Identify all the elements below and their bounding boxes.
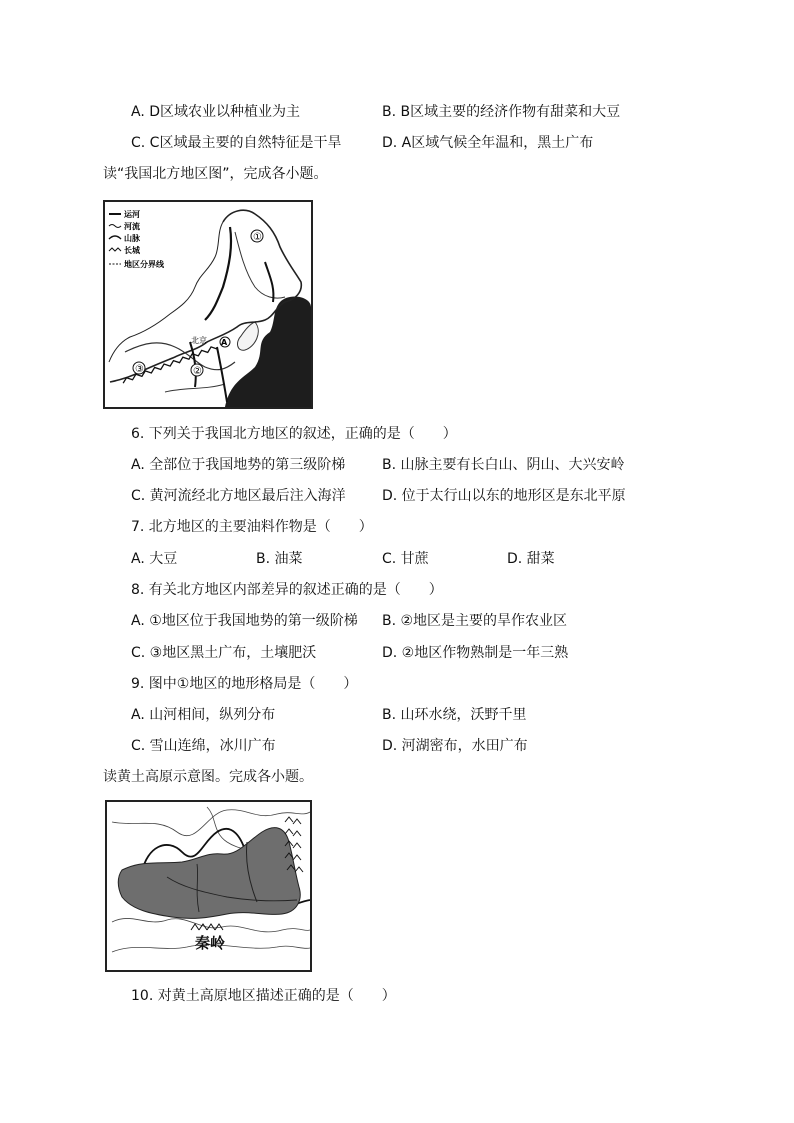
intro-northern-map: 读“我国北方地区图”，完成各小题。: [103, 166, 328, 182]
q8-option-b: B. ②地区是主要的旱作农业区: [382, 613, 568, 629]
q9-option-a: A. 山河相间，纵列分布: [131, 707, 276, 723]
q8-option-d: D. ②地区作物熟制是一年三熟: [382, 645, 569, 661]
q7-option-c: C. 甘蔗: [382, 551, 429, 567]
q7-option-b: B. 油菜: [256, 551, 303, 567]
legend-boundary: 地区分界线: [124, 259, 164, 269]
q5-option-b: B. B区域主要的经济作物有甜菜和大豆: [382, 104, 621, 120]
q6-option-d: D. 位于太行山以东的地形区是东北平原: [382, 488, 626, 504]
q5-option-c: C. C区域最主要的自然特征是干旱: [131, 135, 342, 151]
northern-china-map-svg: [105, 202, 311, 407]
legend-canal: 运河: [124, 209, 140, 219]
q8-stem: 8. 有关北方地区内部差异的叙述正确的是（ ）: [131, 582, 443, 598]
legend-river: 河流: [124, 221, 140, 231]
bohai-sea: [238, 322, 259, 350]
q9-option-b: B. 山环水绕，沃野千里: [382, 707, 527, 723]
q7-option-d: D. 甜菜: [507, 551, 555, 567]
q9-option-d: D. 河湖密布，水田广布: [382, 738, 528, 754]
q7-option-a: A. 大豆: [131, 551, 178, 567]
loess-plateau-map-svg: [107, 802, 310, 970]
boundary-south: [112, 918, 310, 931]
loess-plateau-map: [105, 800, 312, 972]
q8-option-a: A. ①地区位于我国地势的第一级阶梯: [131, 613, 358, 629]
q5-option-d: D. A区域气候全年温和，黑土广布: [382, 135, 594, 151]
q6-stem: 6. 下列关于我国北方地区的叙述，正确的是（ ）: [131, 426, 457, 442]
region-3-label: ③: [135, 364, 144, 375]
legend-mountain: 山脉: [124, 233, 140, 243]
loess-plateau-area: [118, 828, 300, 919]
region-1-label: ①: [253, 232, 262, 243]
q9-option-c: C. 雪山连绵，冰川广布: [131, 738, 276, 754]
map-legend: [109, 209, 165, 269]
legend-great-wall: 长城: [124, 245, 140, 255]
q6-option-a: A. 全部位于我国地势的第三级阶梯: [131, 457, 346, 473]
q5-option-a: A. D区域农业以种植业为主: [131, 104, 301, 120]
q8-option-c: C. ③地区黑土广布，土壤肥沃: [131, 645, 317, 661]
q6-option-c: C. 黄河流经北方地区最后注入海洋: [131, 488, 346, 504]
q9-stem: 9. 图中①地区的地形格局是（ ）: [131, 676, 358, 692]
qinling-label: 秦岭: [195, 934, 226, 952]
beijing-label: 北京: [191, 336, 207, 345]
intro-loess-map: 读黄土高原示意图。完成各小题。: [103, 769, 313, 785]
region-2-label: ②: [193, 366, 202, 377]
q6-option-b: B. 山脉主要有长白山、阴山、大兴安岭: [382, 457, 625, 473]
northern-china-map: [103, 200, 313, 409]
grand-canal: [217, 347, 227, 402]
q10-stem: 10. 对黄土高原地区描述正确的是（ ）: [131, 988, 396, 1004]
point-a-label: A: [221, 338, 228, 347]
sea-area: [225, 297, 311, 407]
q7-stem: 7. 北方地区的主要油料作物是（ ）: [131, 519, 373, 535]
